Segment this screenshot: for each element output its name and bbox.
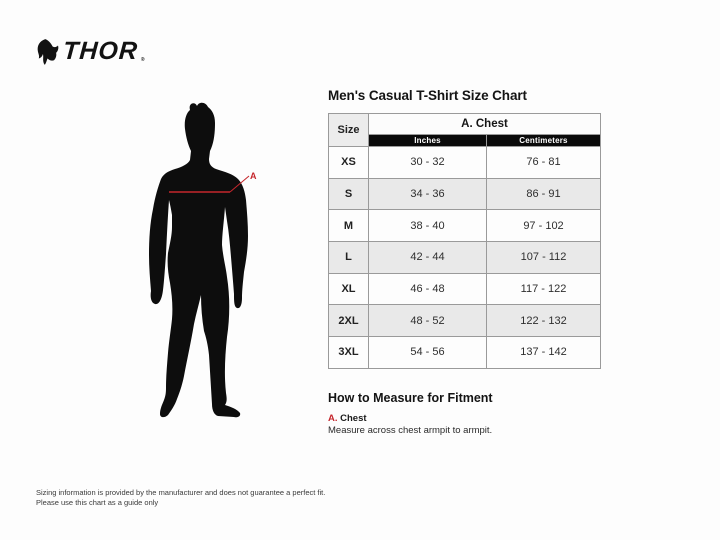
inches-value: 30 - 32 [369, 147, 487, 179]
table-row [329, 273, 601, 305]
column-subheader-centimeters: Centimeters [487, 135, 601, 147]
centimeters-value: 86 - 91 [487, 178, 601, 210]
column-subheader-inches: Inches [369, 135, 487, 147]
column-header-size: Size [329, 114, 369, 147]
measure-key: A. [328, 413, 338, 424]
table-row [329, 337, 601, 369]
size-chart-table [328, 113, 601, 369]
centimeters-value: 97 - 102 [487, 210, 601, 242]
brand-wordmark: THOR [62, 37, 139, 65]
size-chart-title: Men's Casual T-Shirt Size Chart [328, 88, 527, 103]
disclaimer-text [36, 488, 325, 507]
size-label: M [329, 210, 369, 242]
size-label: L [329, 242, 369, 274]
table-row [329, 242, 601, 274]
size-label: 2XL [329, 305, 369, 337]
inches-value: 42 - 44 [369, 242, 487, 274]
body-silhouette-diagram [130, 88, 310, 428]
inches-value: 54 - 56 [369, 337, 487, 369]
measure-item-chest [328, 413, 367, 424]
size-label: XS [329, 147, 369, 179]
measure-description: Measure across chest armpit to armpit. [328, 425, 493, 436]
size-label: S [329, 178, 369, 210]
table-row [329, 178, 601, 210]
centimeters-value: 117 - 122 [487, 273, 601, 305]
measure-name: Chest [340, 413, 367, 424]
disclaimer-line-1: Sizing information is provided by the manufacturer and does not guarantee a perfect fit. [36, 488, 326, 497]
inches-value: 38 - 40 [369, 210, 487, 242]
column-header-chest: A. Chest [369, 114, 601, 135]
size-label: XL [329, 273, 369, 305]
centimeters-value: 76 - 81 [487, 147, 601, 179]
centimeters-value: 107 - 112 [487, 242, 601, 274]
inches-value: 34 - 36 [369, 178, 487, 210]
measure-section-heading: How to Measure for Fitment [328, 391, 493, 405]
registered-mark: ® [140, 57, 145, 63]
centimeters-value: 122 - 132 [487, 305, 601, 337]
body-silhouette [149, 103, 248, 418]
table-row [329, 210, 601, 242]
brand-logo [36, 38, 145, 66]
table-row [329, 305, 601, 337]
inches-value: 48 - 52 [369, 305, 487, 337]
centimeters-value: 137 - 142 [487, 337, 601, 369]
table-row [329, 147, 601, 179]
chest-measure-label: A [250, 171, 257, 181]
inches-value: 46 - 48 [369, 273, 487, 305]
size-label: 3XL [329, 337, 369, 369]
thor-helmet-icon [36, 38, 60, 66]
disclaimer-line-2: Please use this chart as a guide only [36, 497, 159, 507]
